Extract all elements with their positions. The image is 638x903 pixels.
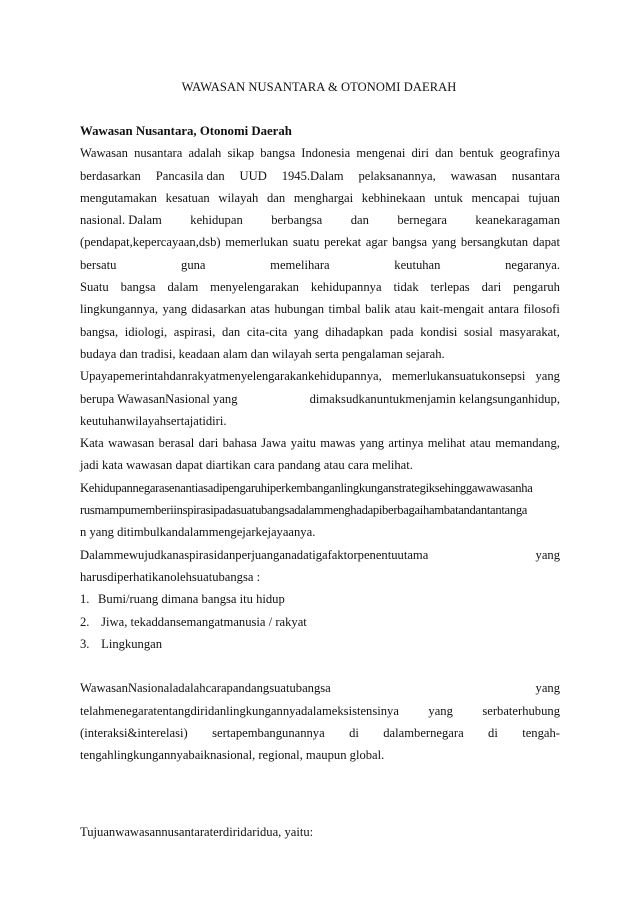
word: mawas [320, 436, 356, 451]
word: wawasan [108, 436, 155, 451]
word: berdasarkan [80, 168, 141, 183]
word: dalambernegara [383, 726, 464, 741]
word: di [488, 726, 498, 741]
word: dapat [532, 235, 560, 250]
paragraph-line [80, 722, 560, 744]
paragraph-line [80, 209, 560, 231]
word: pelaksanannya, [358, 168, 436, 183]
paragraph-8: Tujuanwawasannusantaraterdiridaridua, yaitu: [80, 824, 314, 839]
word: yaitu [290, 436, 316, 451]
list-item: 1. Bumi/ruang dimana bangsa itu hidup [80, 592, 285, 607]
paragraph-line [80, 321, 560, 343]
word: didasarkan [191, 302, 246, 317]
word: Upayapemerintahdanrakyatmenyelengarakankehidupannya, [80, 369, 382, 384]
spacer [80, 655, 560, 677]
word: geografinya [499, 146, 560, 161]
word: dihadapkan [325, 324, 384, 339]
word: Pancasila dan [155, 168, 225, 183]
word: Jawa [261, 436, 287, 451]
word: (pendapat,kepercayaan,dsb) [80, 235, 221, 250]
word: atas [250, 302, 270, 317]
word: sosial [464, 324, 493, 339]
word: idiologi, [124, 324, 168, 339]
paragraph-line: jadi kata wawasan dapat diartikan cara pandang atau cara melihat. [80, 458, 413, 473]
spacer [80, 799, 560, 821]
word: terlepas [430, 280, 470, 295]
word: perekat [324, 235, 362, 250]
document-body [80, 120, 560, 843]
word: pada [389, 324, 414, 339]
word: dalam [167, 280, 199, 295]
word: mengutamakan [80, 190, 157, 205]
paragraph-line [80, 276, 560, 298]
word: yang [535, 547, 560, 562]
word: pengaruh [513, 280, 560, 295]
paragraph-line [80, 165, 560, 187]
word: tujuan [528, 190, 560, 205]
word: kesatuan [165, 190, 210, 205]
paragraph-line: tengahlingkungannyabaiknasional, regional, maupun global. [80, 748, 385, 763]
list-item: 3. Lingkungan [80, 636, 163, 651]
word: Wawasan [80, 146, 128, 161]
paragraph-line [80, 700, 560, 722]
paragraph-5 [80, 477, 560, 544]
word: memerlukansuatukonsepsi [391, 369, 526, 384]
word: memelihara [270, 257, 330, 272]
word: Suatu [80, 280, 109, 295]
word: atau [469, 436, 491, 451]
document-title: WAWASAN NUSANTARA & OTONOMI DAERAH [181, 80, 457, 94]
paragraph-line: n yang ditimbulkandalammengejarkejayaanya. [80, 525, 316, 540]
word: yang [162, 302, 187, 317]
word: tengah- [522, 726, 560, 741]
paragraph-line: keutuhanwilayahsertajatidiri. [80, 413, 227, 428]
word: sikap [227, 146, 255, 161]
word: nusantara [511, 168, 560, 183]
word: WawasanNasionaladalahcarapandangsuatubangsa [80, 681, 331, 696]
word: berbangsa [271, 213, 323, 228]
word: dan [222, 324, 241, 339]
word: menyelengarakan [210, 280, 299, 295]
word: melihat [427, 436, 466, 451]
word: memandang, [495, 436, 560, 451]
word: yang [428, 703, 453, 718]
word: hubungan [274, 302, 325, 317]
word: bangsa [120, 280, 156, 295]
word: bersatu [80, 257, 117, 272]
word: wawasan [450, 168, 497, 183]
word: berupa WawasanNasional yang [80, 391, 238, 406]
word: suatu [292, 235, 320, 250]
list-item: 2. Jiwa, tekaddansemangatmanusia / rakyat [80, 614, 307, 629]
word: atau [394, 302, 416, 317]
word: diri [411, 146, 429, 161]
word: bangsa [260, 146, 296, 161]
word: balik [365, 302, 391, 317]
section-heading: Wawasan Nusantara, Otonomi Daerah [80, 124, 292, 138]
paragraph-line [80, 544, 560, 566]
word: kait-mengait [420, 302, 484, 317]
paragraph-line [80, 187, 560, 209]
word: guna [181, 257, 206, 272]
word: filosofi [523, 302, 560, 317]
paragraph-line [80, 432, 560, 454]
word: wilayah [218, 190, 259, 205]
word: yang [535, 681, 560, 696]
word: kehidupan [190, 213, 243, 228]
word: berasal [158, 436, 195, 451]
word: yang [294, 324, 319, 339]
word: kondisi [420, 324, 458, 339]
word: 1945.Dalam [281, 168, 344, 183]
paragraph-line [80, 388, 560, 410]
word: serbaterhubung [482, 703, 560, 718]
word: nusantara [134, 146, 183, 161]
word: bernegara [397, 213, 447, 228]
word: bentuk [459, 146, 494, 161]
word: dan [266, 190, 286, 205]
word: aspirasi, [173, 324, 216, 339]
word: bahasa [222, 436, 257, 451]
word: Indonesia [301, 146, 351, 161]
paragraph-line [80, 142, 560, 164]
paragraph-4 [80, 432, 560, 477]
word: yang [359, 436, 385, 451]
word: Dalammewujudkanaspirasidanperjuanganadatigafaktorpenentuutama [80, 547, 429, 562]
paragraph-line [80, 298, 560, 320]
word: bangsa, [80, 324, 119, 339]
word: dimaksudkanuntukmenjamin kelangsunganhidup, [309, 391, 560, 406]
paragraph-line: budaya dan tradisi, keadaan alam dan wilayah serta pengalaman sejarah. [80, 346, 445, 361]
paragraph-6 [80, 544, 560, 589]
word: lingkungannya, [80, 302, 158, 317]
word: Kata [80, 436, 104, 451]
word: mengenai [356, 146, 406, 161]
paragraph-7 [80, 677, 560, 766]
word: timbal [328, 302, 361, 317]
word: (interaksi&interelasi) [80, 726, 188, 741]
paragraph-line: rusmampumemberiinspirasipadasuatubangsadalammenghadapiberbagaihambatandantantanga [80, 503, 528, 518]
word: masyarakat, [499, 324, 560, 339]
paragraph-line: Kehidupannegarasenantiasadipengaruhiperkembanganlingkunganstrategiksehinggawawasanha [80, 480, 533, 495]
paragraph-3 [80, 365, 560, 432]
factor-list [80, 588, 560, 655]
word: untuk [434, 190, 463, 205]
word: dan [435, 146, 454, 161]
word: dari [481, 280, 502, 295]
word: keanekaragaman [475, 213, 560, 228]
word: bangsa [392, 235, 428, 250]
spacer [80, 767, 560, 799]
paragraph-1 [80, 142, 560, 276]
word: dan [350, 213, 369, 228]
word: mencapai [471, 190, 520, 205]
word: UUD [239, 168, 267, 183]
word: yang [535, 369, 560, 384]
word: sertapembangunannya [212, 726, 325, 741]
word: adalah [188, 146, 222, 161]
paragraph-line [80, 365, 560, 387]
word: memerlukan [225, 235, 289, 250]
word: kehidupannya [310, 280, 382, 295]
word: cita-cita [246, 324, 288, 339]
word: nasional. Dalam [80, 213, 162, 228]
word: yang [431, 235, 457, 250]
word: negaranya. [505, 257, 560, 272]
paragraph-line [80, 677, 560, 699]
word: agar [365, 235, 388, 250]
paragraph-line [80, 254, 560, 276]
word: kebhinekaan [361, 190, 426, 205]
word: dari [198, 436, 219, 451]
word: tidak [393, 280, 419, 295]
word: artinya [388, 436, 424, 451]
paragraph-line [80, 231, 560, 253]
word: bersangkutan [460, 235, 529, 250]
paragraph-2 [80, 276, 560, 365]
word: telahmenegaratentangdiridanlingkungannyadalameksistensinya [80, 703, 399, 718]
word: keutuhan [394, 257, 441, 272]
word: antara [488, 302, 520, 317]
word: di [349, 726, 359, 741]
paragraph-line: harusdiperhatikanolehsuatubangsa : [80, 569, 261, 584]
word: menghargai [293, 190, 354, 205]
